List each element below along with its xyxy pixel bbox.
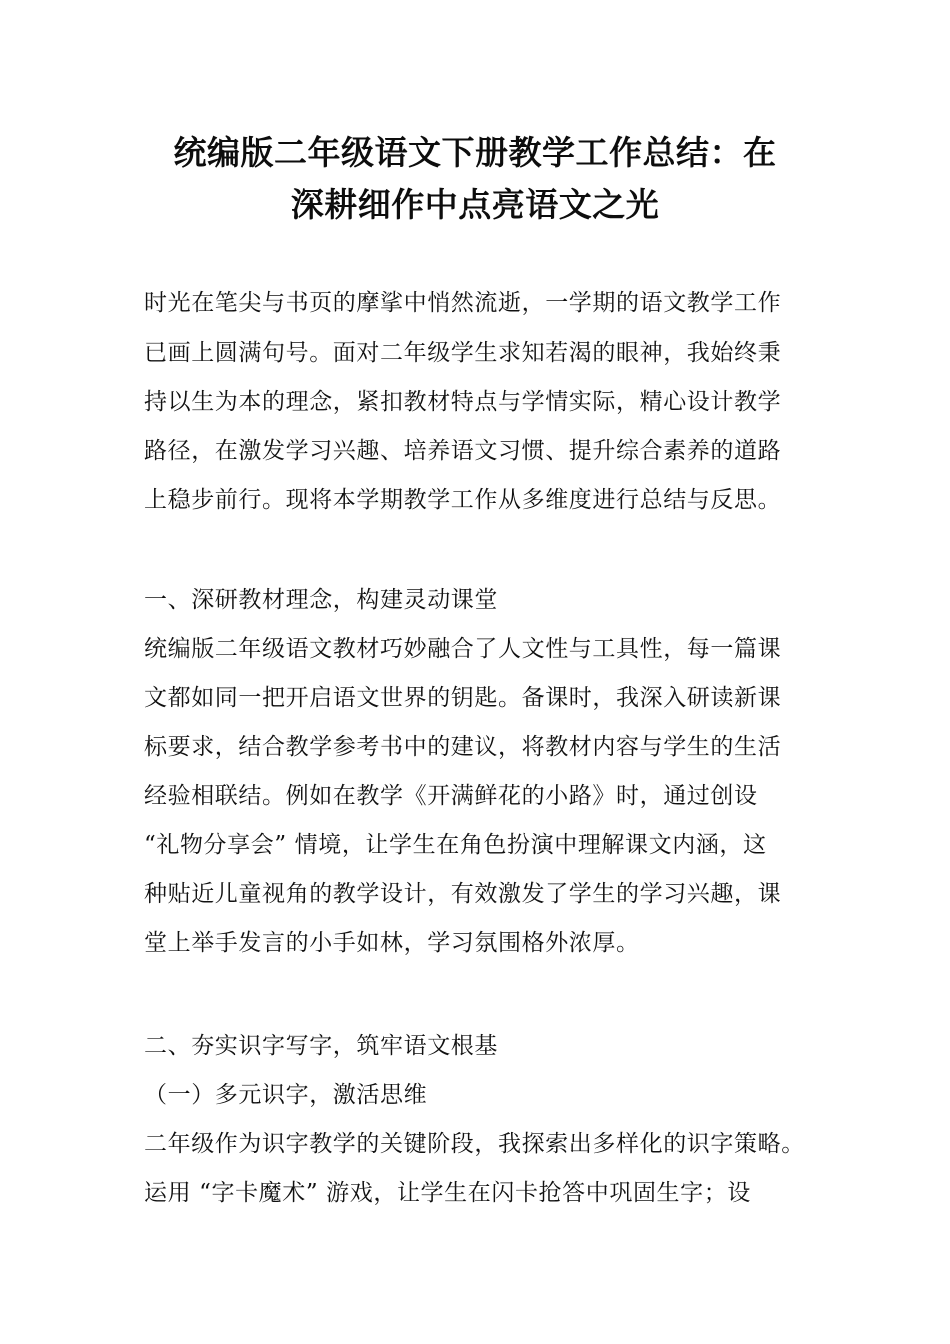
section-1-line: 堂上举手发言的小手如林，学习氛围格外浓厚。 [144, 930, 640, 956]
section-1-line: 文都如同一把开启语文世界的钥匙。备课时，我深入研读新课 [144, 685, 782, 711]
page-title-line-2: 深耕细作中点亮语文之光 [290, 185, 660, 224]
section-2-line: 二年级作为识字教学的关键阶段，我探索出多样化的识字策略。 [144, 1131, 805, 1157]
section-1-line: 经验相联结。例如在教学《开满鲜花的小路》时，通过创设 [144, 783, 758, 809]
section-2-heading: 二、夯实识字写字，筑牢语文根基 [144, 1033, 498, 1059]
intro-line: 上稳步前行。现将本学期教学工作从多维度进行总结与反思。 [144, 487, 782, 513]
section-1-line: 统编版二年级语文教材巧妙融合了人文性与工具性，每一篇课 [144, 636, 782, 662]
section-1-heading: 一、深研教材理念，构建灵动课堂 [144, 587, 498, 613]
section-2-line: 运用 “字卡魔术” 游戏，让学生在闪卡抢答中巩固生字；设 [144, 1180, 751, 1206]
section-1-line: 种贴近儿童视角的教学设计，有效激发了学生的学习兴趣，课 [144, 881, 782, 907]
intro-line: 路径，在激发学习兴趣、培养语文习惯、提升综合素养的道路 [144, 438, 782, 464]
section-1-line: 标要求，结合教学参考书中的建议，将教材内容与学生的生活 [144, 734, 782, 760]
page-title-line-1: 统编版二年级语文下册教学工作总结：在 [173, 133, 777, 172]
intro-line: 时光在笔尖与书页的摩挲中悄然流逝，一学期的语文教学工作 [144, 290, 782, 316]
section-2-subheading: （一）多元识字，激活思维 [144, 1082, 428, 1108]
intro-line: 已画上圆满句号。面对二年级学生求知若渴的眼神，我始终秉 [144, 340, 782, 366]
section-1-line: “礼物分享会” 情境，让学生在角色扮演中理解课文内涵，这 [144, 832, 767, 858]
intro-line: 持以生为本的理念，紧扣教材特点与学情实际，精心设计教学 [144, 389, 782, 415]
